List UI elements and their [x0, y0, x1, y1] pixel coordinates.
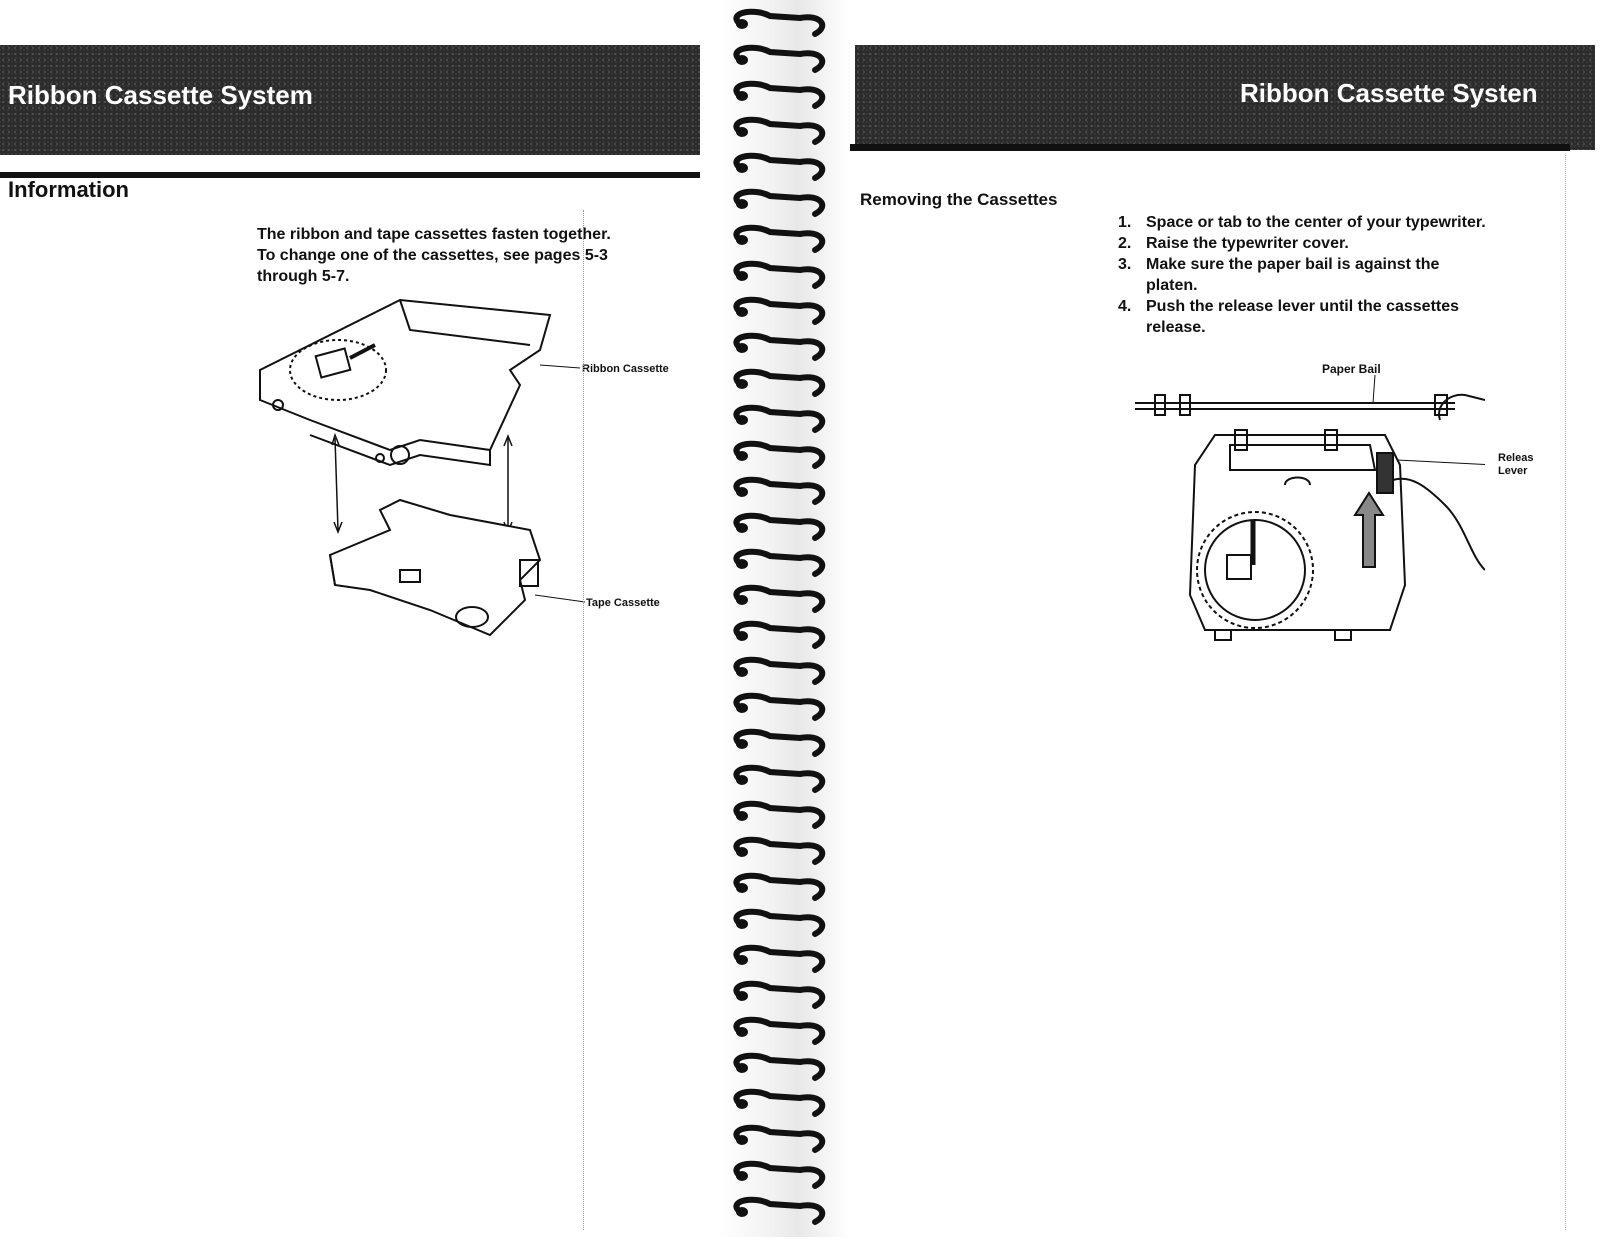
cassette-illustration [250, 290, 720, 650]
right-banner-title: Ribbon Cassette Systen [1240, 78, 1538, 108]
spiral-coil [736, 1128, 822, 1150]
binding-hole [736, 1135, 748, 1145]
binding-hole [736, 955, 748, 965]
spiral-coil [736, 588, 822, 610]
spiral-coil [736, 156, 822, 178]
binding-hole [736, 523, 748, 533]
left-page [0, 0, 745, 1237]
binding-hole [736, 379, 748, 389]
binding-hole [736, 415, 748, 425]
binding-hole [736, 163, 748, 173]
right-section-heading: Removing the Cassettes [860, 190, 1058, 209]
step-text: Raise the typewriter cover. [1146, 235, 1349, 252]
step-text: release. [1146, 319, 1206, 336]
release-lever-illustration [1135, 375, 1485, 665]
spiral-coil [736, 552, 822, 574]
page-fold-line [583, 210, 584, 1230]
step-number: 4. [1118, 298, 1132, 315]
binding-hole [736, 775, 748, 785]
binding-hole [736, 1063, 748, 1073]
step-text: platen. [1146, 277, 1198, 294]
step-item [1110, 233, 1590, 254]
binding-hole [736, 307, 748, 317]
paper-bail-label: Paper Bail [1322, 362, 1381, 376]
release-lever-label-2: Lever [1498, 465, 1528, 477]
binding-hole [736, 1207, 748, 1217]
spiral-coil [736, 1200, 822, 1222]
spiral-coil [736, 444, 822, 466]
spiral-coil [736, 480, 822, 502]
spiral-coil [736, 912, 822, 934]
left-body-text [257, 224, 611, 287]
body-line: The ribbon and tape cassettes fasten together. [257, 226, 611, 243]
binding-hole [736, 343, 748, 353]
spiral-coil [736, 120, 822, 142]
tape-cassette-label: Tape Cassette [586, 597, 660, 609]
release-lever-label-1: Releas [1498, 452, 1534, 464]
spiral-coil [736, 408, 822, 430]
binding-hole [736, 1099, 748, 1109]
binding-hole [736, 595, 748, 605]
body-line: through 5-7. [257, 268, 350, 285]
step-text: Push the release lever until the cassettes [1146, 298, 1460, 315]
spiral-coil [736, 192, 822, 214]
binding-hole [736, 127, 748, 137]
spiral-coil [736, 228, 822, 250]
step-number: 1. [1118, 214, 1132, 231]
binding-hole [736, 631, 748, 641]
spiral-coil [736, 516, 822, 538]
binding-hole [736, 559, 748, 569]
binding-hole [736, 919, 748, 929]
spiral-coil [736, 1056, 822, 1078]
spiral-coil [736, 984, 822, 1006]
spiral-coil [736, 804, 822, 826]
binding-hole [736, 1027, 748, 1037]
spiral-coil [736, 1020, 822, 1042]
binding-hole [736, 91, 748, 101]
binding-hole [736, 739, 748, 749]
binding-hole [736, 847, 748, 857]
spiral-coils [720, 0, 850, 1237]
spiral-coil [736, 696, 822, 718]
binding-hole [736, 703, 748, 713]
spiral-coil [736, 840, 822, 862]
binding-hole [736, 1171, 748, 1181]
spiral-coil [736, 1092, 822, 1114]
binding-hole [736, 811, 748, 821]
spiral-coil [736, 372, 822, 394]
binding-hole [736, 235, 748, 245]
spiral-coil [736, 732, 822, 754]
right-page [850, 0, 1600, 1237]
left-banner-title: Ribbon Cassette System [8, 80, 313, 110]
step-item [1110, 296, 1590, 338]
spiral-coil [736, 48, 822, 70]
spiral-coil [736, 300, 822, 322]
right-header-rule [850, 144, 1570, 151]
spiral-coil [736, 84, 822, 106]
binding-hole [736, 991, 748, 1001]
spiral-binding [720, 0, 850, 1237]
spiral-coil [736, 336, 822, 358]
step-text: Space or tab to the center of your typewriter. [1146, 214, 1486, 231]
binding-hole [736, 883, 748, 893]
spiral-coil [736, 1164, 822, 1186]
spiral-coil [736, 12, 822, 34]
spiral-coil [736, 948, 822, 970]
binding-hole [736, 271, 748, 281]
removal-steps [1110, 212, 1590, 338]
spiral-coil [736, 768, 822, 790]
step-number: 2. [1118, 235, 1132, 252]
right-edge-line [1565, 155, 1566, 1230]
binding-hole [736, 199, 748, 209]
left-section-heading: Information [8, 177, 129, 202]
spiral-coil [736, 624, 822, 646]
step-item [1110, 254, 1590, 296]
binding-hole [736, 19, 748, 29]
spiral-coil [736, 660, 822, 682]
binding-hole [736, 487, 748, 497]
step-text: Make sure the paper bail is against the [1146, 256, 1440, 273]
binding-hole [736, 667, 748, 677]
binding-hole [736, 55, 748, 65]
ribbon-cassette-label: Ribbon Cassette [582, 363, 669, 375]
spiral-coil [736, 264, 822, 286]
step-number: 3. [1118, 256, 1132, 273]
body-line: To change one of the cassettes, see pages 5-3 [257, 247, 608, 264]
spiral-coil [736, 876, 822, 898]
step-item [1110, 212, 1590, 233]
binding-hole [736, 451, 748, 461]
